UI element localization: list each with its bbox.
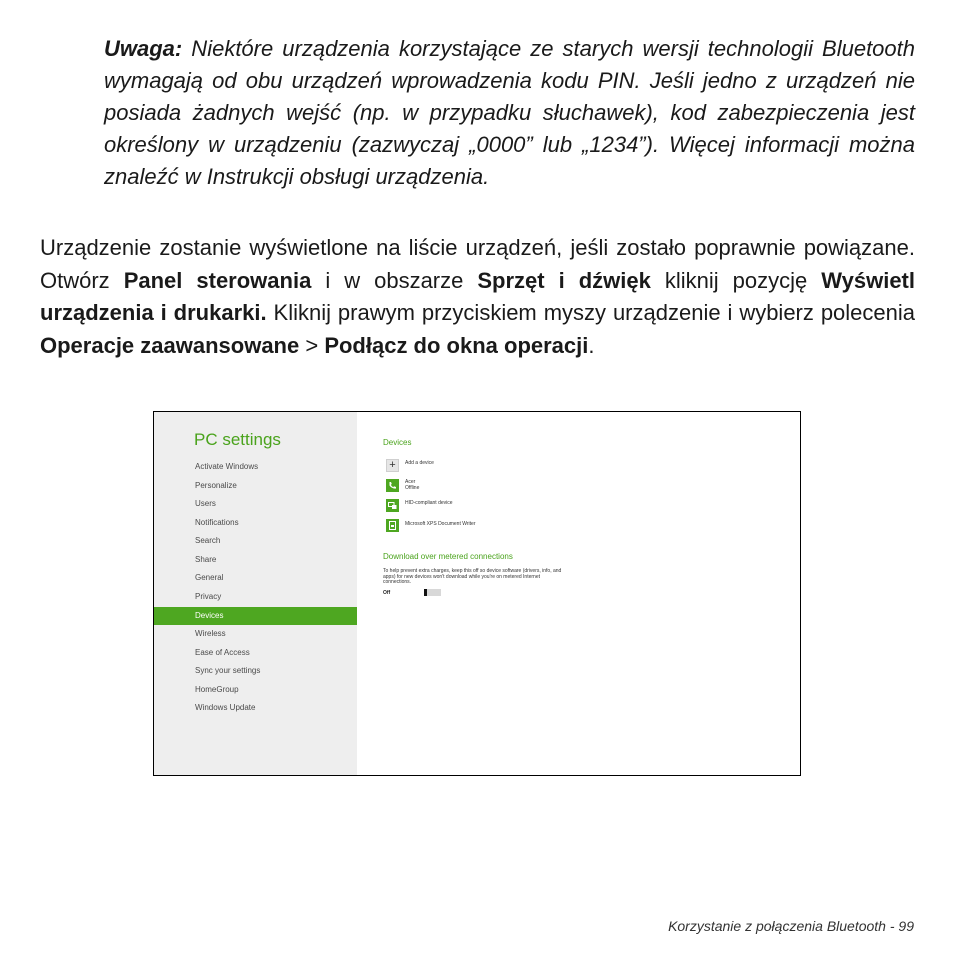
menu-item-wireless[interactable]: Wireless [195,629,226,638]
para-text-2: i w obszarze [311,267,478,293]
menu-item-homegroup[interactable]: HomeGroup [195,684,239,694]
metered-description: To help prevent extra charges, keep this off so device software (drivers, info, and apps) for new devices won't download while you're on metered Internet connections. [383,568,562,585]
settings-sidebar [154,412,357,775]
control-panel-term: Panel sterowania [123,267,312,293]
hardware-sound-term: Sprzęt i dźwięk [477,267,651,293]
menu-item-general[interactable]: General [195,573,224,582]
metered-heading: Download over metered connections [383,552,513,561]
device-xps-writer[interactable] [386,519,399,532]
menu-item-personalize[interactable]: Personalize [195,480,237,490]
add-device-label: Add a device [405,460,434,466]
pc-settings-title: PC settings [194,430,281,449]
menu-item-share[interactable]: Share [195,554,217,564]
note-label: Uwaga: [104,36,183,61]
devices-heading: Devices [383,438,412,447]
para-text-4: Kliknij prawym przyciskiem myszy urządzenie i wybierz polecenia [266,300,916,325]
menu-item-ease-of-access[interactable]: Ease of Access [195,647,250,657]
device-hid[interactable] [386,499,399,512]
printer-icon [386,519,399,532]
instruction-paragraph [40,232,915,362]
note-paragraph [104,33,915,193]
phone-icon [386,479,399,492]
menu-item-users[interactable]: Users [195,499,216,508]
metered-toggle-label: Off [383,590,391,596]
toggle-knob[interactable] [424,589,427,596]
connect-operations-term: Podłącz do okna operacji [324,332,589,358]
para-text-3: kliknij pozycję [650,267,822,293]
plus-icon: + [389,459,396,471]
menu-item-windows-update[interactable]: Windows Update [195,703,256,712]
menu-item-activate-windows[interactable]: Activate Windows [195,462,259,471]
menu-item-privacy[interactable]: Privacy [195,591,222,601]
menu-item-sync-settings[interactable]: Sync your settings [195,666,261,675]
hid-device-icon [386,499,399,512]
menu-item-search[interactable]: Search [195,536,221,545]
pc-settings-screenshot [153,411,801,776]
note-text: Niektóre urządzenia korzystające ze starych wersji technologii Bluetooth wymagają od obu urządzeń wprowadzenia kodu PIN. Jeśli jedno z urządzeń nie posiada żadnych wejść (np. w przypadku słuchawek), kod zabezpieczenia jest określony w urządzeniu (zazwyczaj „0000” lub „1234”). Więcej informacji można znaleźć w Instrukcji obsługi urządzenia. [104,36,915,189]
device-acer[interactable] [386,479,399,492]
device-acer-status: Offline [405,485,420,491]
para-text-5: > [299,332,325,358]
page-footer: Korzystanie z połączenia Bluetooth - 99 [668,918,914,934]
device-xps-label: Microsoft XPS Document Writer [405,521,476,527]
metered-toggle-switch[interactable] [424,589,441,596]
menu-item-notifications[interactable]: Notifications [195,517,239,527]
device-acer-label: Acer Offline [405,479,420,491]
para-text-6: . [588,332,595,358]
device-hid-label: HID-compliant device [405,500,453,506]
menu-item-devices[interactable]: Devices [154,607,357,625]
devices-printers-term: Wyświetl urządzenia i drukarki. [40,267,915,325]
add-device-button[interactable] [386,459,399,472]
para-text-1: Urządzenie zostanie wyświetlone na liście urządzeń, jeśli zostało poprawnie powiązane. Otwórz [40,235,915,293]
advanced-operations-term: Operacje zaawansowane [40,332,300,358]
